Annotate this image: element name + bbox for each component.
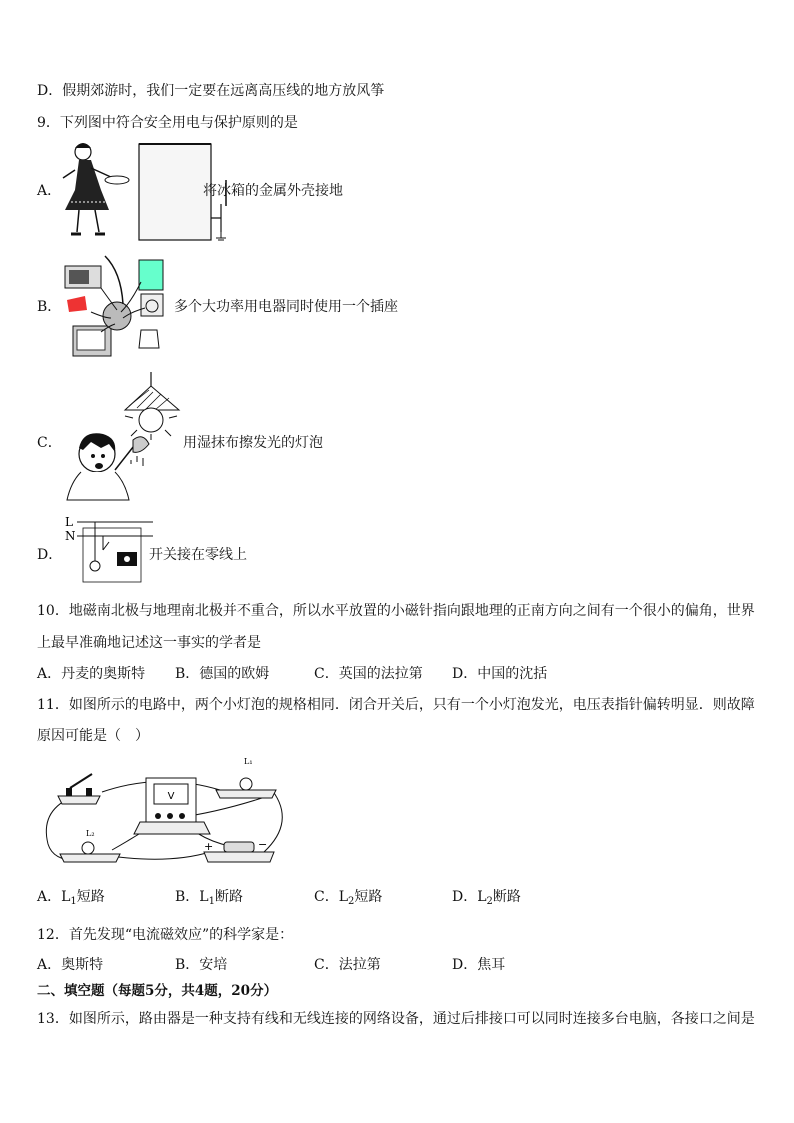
q9-stem: 9．下列图中符合安全用电与保护原则的是	[37, 115, 298, 131]
q11-options	[37, 887, 757, 907]
q10-stem-line1: 10．地磁南北极与地理南北极并不重合，所以水平放置的小磁针指向跟地理的正南方向之间有一个很小的偏角，世界	[37, 603, 755, 619]
q9-option-a	[37, 140, 437, 242]
q9-option-b-label: B．	[37, 299, 62, 315]
q9-option-d-label: D．	[37, 547, 63, 563]
q9-option-b-desc: 多个大功率用电器同时使用一个插座	[174, 299, 398, 315]
q9-option-d-desc: 开关接在零线上	[149, 547, 247, 563]
q12-options	[37, 955, 757, 975]
q11-stem-line1: 11．如图所示的电路中，两个小灯泡的规格相同．闭合开关后，只有一个小灯泡发光，电压表指针偏转明显．则故障	[37, 697, 755, 713]
q11-circuit-diagram	[40, 752, 290, 870]
boy-wet-cloth-bulb-illustration	[61, 372, 191, 502]
q9-option-b	[37, 252, 437, 360]
q12-option-d: D．焦耳	[452, 957, 506, 973]
q10-stem-line2: 上最早准确地记述这一事实的学者是	[37, 635, 261, 651]
diagram-label-n: N	[65, 529, 76, 543]
q9-option-c-desc: 用湿抹布擦发光的灯泡	[183, 435, 323, 451]
q12-option-c: C．法拉第	[314, 957, 381, 973]
battery-plus-label: +	[204, 840, 214, 853]
q12-stem: 12．首先发现“电流磁效应”的科学家是：	[37, 927, 294, 943]
q9-option-c	[37, 372, 437, 502]
q11-option-d: D．$L_2$断路	[452, 889, 521, 907]
q10-option-b: B．德国的欧姆	[175, 666, 270, 682]
q10-options	[37, 664, 757, 684]
lamp-l2-label: L₂	[86, 829, 95, 838]
section-2-title: 二、填空题（每题5分，共4题，20分）	[37, 983, 278, 999]
q12-option-a: A．奥斯特	[37, 957, 104, 973]
q8-option-d: D．假期郊游时，我们一定要在远离高压线的地方放风筝	[37, 83, 385, 99]
q10-option-a: A．丹麦的奥斯特	[37, 666, 146, 682]
lamp-l1-label: L₁	[244, 757, 253, 766]
q11-stem-line2: 原因可能是（ ）	[37, 728, 149, 744]
q9-option-a-desc: 将冰箱的金属外壳接地	[203, 183, 343, 199]
q10-option-d: D．中国的沈括	[452, 666, 548, 682]
switch-on-neutral-diagram	[61, 514, 157, 584]
q10-option-c: C．英国的法拉第	[314, 666, 423, 682]
q11-option-b: B．$L_1$断路	[175, 889, 243, 907]
diagram-label-l: L	[65, 515, 73, 529]
voltmeter-label: V	[167, 791, 175, 802]
q12-option-b: B．安培	[175, 957, 228, 973]
battery-minus-label: −	[258, 838, 268, 851]
q13-stem: 13．如图所示，路由器是一种支持有线和无线连接的网络设备，通过后排接口可以同时连接多台电脑，各接口之间是	[37, 1011, 755, 1027]
q11-option-c: C．$L_2$短路	[314, 889, 383, 907]
q11-option-a: A．$L_1$短路	[37, 889, 105, 907]
q9-option-a-label: A．	[37, 183, 62, 199]
q9-option-d	[37, 514, 437, 584]
q9-option-c-label: C．	[37, 435, 62, 451]
